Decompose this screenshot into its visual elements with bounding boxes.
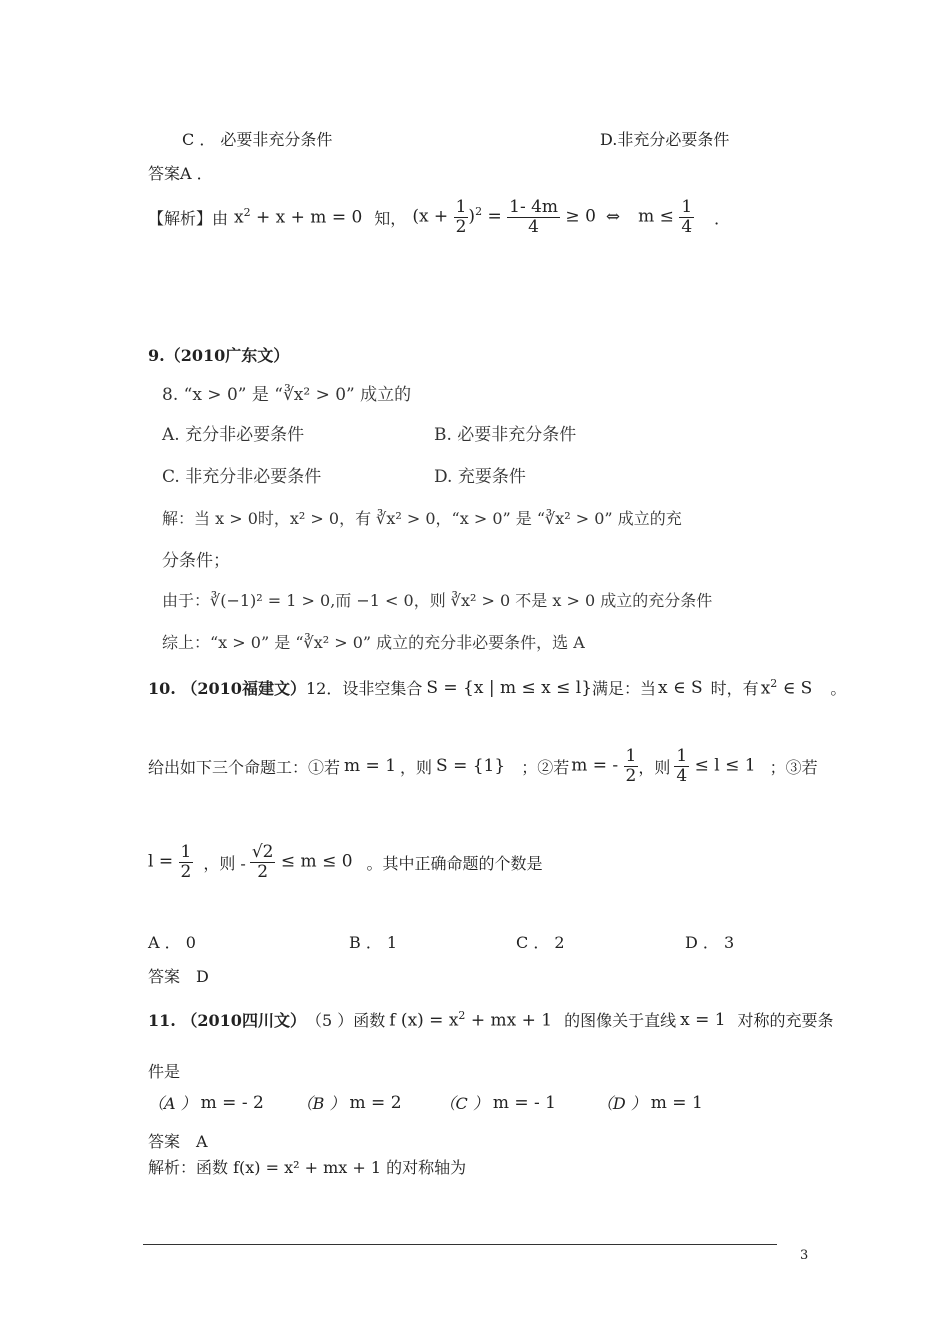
q11-stem-4: 件是 [148,1062,181,1081]
q10-line2-d: ，则 [638,757,671,777]
scan-option-c: C. 非充分非必要条件 [162,467,322,487]
option-c: C ． 必要非充分条件 [182,130,333,149]
frac-den: 4 [528,216,539,237]
frac-den: 2 [625,765,637,786]
equation-quadratic: $x^2 + x + m = 0$ [234,206,363,228]
period: ． [714,208,731,228]
scan-option-d: D. 充要条件 [434,467,526,487]
frac-num: √2 [251,841,274,862]
m-range-text: ≤ m ≤ 0 [280,851,353,872]
function-f: f $(x) = x^2$ + mx + 1 [389,1008,553,1031]
q10-stem-3: 时，有 [710,679,759,698]
s-equals-set: S = {1} [436,756,506,776]
heading-q11: 11. （2010四川文） [148,1011,306,1030]
q10-option-b: B ． 1 [349,933,398,952]
m-equals-neg-half [571,747,638,785]
iff-symbol: ⇔ [605,207,621,227]
q10-line3-c: 。其中正确命题的个数是 [366,853,543,873]
q11-option-c-label: （C ） [439,1094,489,1113]
line-x-equals-1: x = 1 [680,1009,726,1030]
q11-stem-2: 的图像关于直线 [564,1011,677,1030]
condition-x-in-s: x ∈ S [658,677,703,698]
q11-option-d: m = 1 [650,1092,703,1113]
frac-den: 2 [257,861,269,882]
q11-option-d-label: （D ） [596,1094,647,1113]
q11-option-b: m = 2 [349,1092,402,1113]
frac-den: 4 [681,216,693,237]
scan-solution-3: 由于：∛(−1)² = 1 > 0,而 −1 < 0，则 ∛x² > 0 不是 x > 0 成立的充分条件 [162,591,713,610]
answer-q10: 答案 D [148,967,209,986]
heading-q9: 9.（2010广东文） [148,346,290,365]
q10-option-d: D ． 3 [685,933,735,952]
scanned-problem-image [150,372,740,662]
frac-num: 1 [180,841,192,862]
q10-line2-b: ，则 [400,757,433,777]
analysis-label: 【解析】由 [148,208,229,228]
answer-q8: 答案A ． [148,164,213,183]
frac-num: 1 [681,196,693,217]
q10-line-1 [148,676,846,699]
scan-solution-1: 解：当 x > 0时，x² > 0，有 ∛x² > 0，“x > 0” 是 “∛x² > 0” 成立的充 [162,509,682,528]
q10-stem-4: 。 [830,679,847,698]
fx-tail: + mx + 1 [470,1010,553,1031]
q11-options [148,1091,703,1114]
q11-option-a: m = - 2 [200,1092,264,1113]
q10-option-c: C ． 2 [516,933,565,952]
answer-q11: 答案 A [148,1132,208,1151]
q11-stem-1: （5 ）函数 [305,1011,386,1030]
equation-m-bound: m ≤ $\frac{1}{4}$ [638,196,693,237]
frac-num: 1- 4m [509,196,559,217]
q10-line2-e: ；③若 [769,757,818,777]
scan-solution-4: 综上：“x > 0” 是 “∛x² > 0” 成立的充分非必要条件，选 A [162,633,585,652]
q10-stem-2: 满足：当 [592,679,657,698]
frac-den: 2 [455,216,467,237]
q10-stem-1: 12．设非空集合 [305,679,423,698]
q11-line-1 [148,1008,834,1031]
q10-option-a: A ． 0 [148,933,196,952]
page-number: 3 [800,1248,809,1263]
q10-line-3 [148,836,543,888]
l-eq-text: l = [148,851,174,872]
equation-completed-square: (x + $\frac{1}{2}$ )$^2$ = $\frac{1- 4m}{4}$ ≥ 0 [412,196,596,237]
scan-option-b: B. 必要非充分条件 [434,425,577,445]
q11-option-c: m = - 1 [492,1092,556,1113]
option-d: D.非充分必要条件 [600,130,730,149]
frac-num: 1 [676,745,688,766]
scan-option-a: A. 充分非必要条件 [162,425,305,445]
q11-option-b-label: （B ） [296,1094,346,1113]
m-eq-neg-text: m = - [571,755,619,776]
neg-sqrt2-over-2-bound [250,843,353,881]
scan-stem: 8. “x > 0” 是 “∛x² > 0” 成立的 [162,385,412,405]
scan-solution-2: 分条件； [162,551,230,571]
q11-option-a-label: （A ） [148,1094,197,1113]
fx-text: f (x) = x [389,1010,459,1031]
m-equals-1: m = 1 [344,756,397,776]
condition-x2-in-s: $x^2$ ∈ S [760,676,813,699]
analysis-know: 知， [374,208,407,228]
set-definition: S = {x | m ≤ x ≤ l} [426,677,593,698]
analysis-q11: 解析：函数 f(x) = x² + mx + 1 的对称轴为 [148,1158,467,1177]
le-l-le-1-text: ≤ l ≤ 1 [694,755,756,776]
frac-den: 2 [180,861,192,882]
frac-num: 1 [625,745,637,766]
q10-line3-a: ，则 - [203,853,246,873]
frac-num: 1 [455,196,467,217]
q10-line-2 [148,742,818,790]
heading-q10: 10. （2010福建文） [148,679,306,698]
q10-line2-a: 给出如下三个命题工：①若 [148,757,341,777]
quarter-le-l-le-1 [674,747,755,785]
q11-stem-3: 对称的充要条 [737,1011,834,1030]
footer-rule [143,1244,777,1245]
q10-line2-c: ；②若 [521,757,570,777]
analysis-q8 [148,194,730,240]
l-equals-half [148,843,193,881]
frac-den: 4 [676,765,688,786]
condition-x2-in-s-rest: ∈ S [782,678,813,699]
